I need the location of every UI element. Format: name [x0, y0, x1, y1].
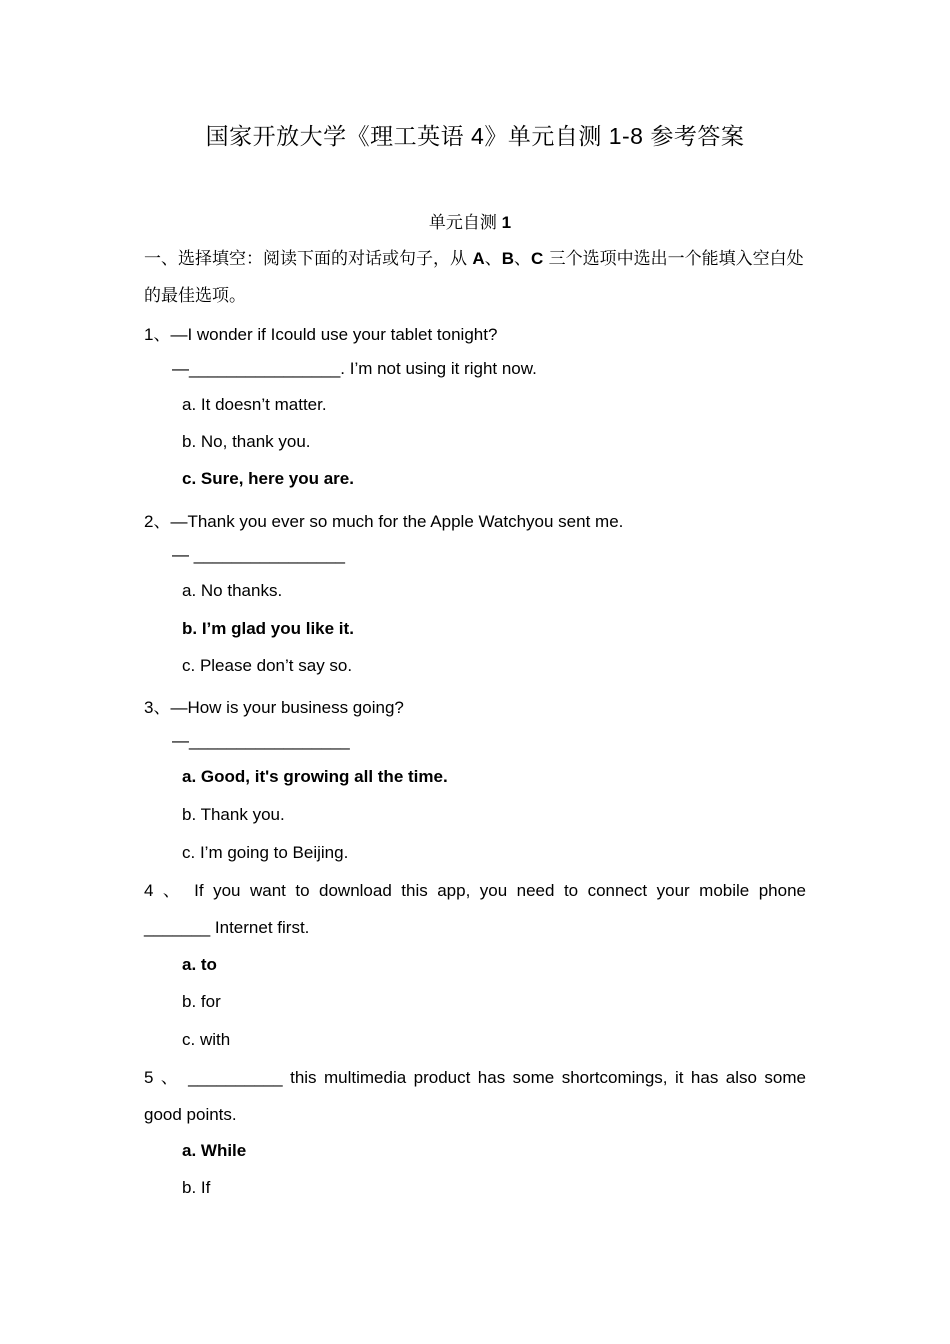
question-4-option-b: b. for [182, 992, 221, 1011]
option-letter-c: C [530, 249, 544, 268]
question-2-option-a: a. No thanks. [182, 581, 283, 600]
question-5 [144, 1059, 806, 1133]
section-title [0, 208, 940, 233]
document-title: 国家开放大学《理工英语 4》单元自测 1-8 参考答案 [205, 123, 745, 149]
instructions [144, 240, 808, 315]
question-3: 3、—How is your business going? [144, 698, 404, 717]
question-3-option-b: b. Thank you. [182, 805, 285, 824]
question-2-option-c: c. Please don’t say so. [182, 656, 353, 675]
question-1-reply: —________________. I’m not using it right now. [172, 359, 537, 378]
question-5-line-1: 5 、 __________ this multimedia product has some shortcomings, it has also some [144, 1068, 806, 1087]
question-1-option-c-answer: c. Sure, here you are. [182, 469, 354, 488]
instruction-sep2: 、 [513, 249, 531, 269]
question-4-option-a-answer: a. to [182, 955, 217, 974]
question-5-option-b: b. If [182, 1178, 211, 1197]
question-4 [144, 872, 806, 946]
question-3-option-a-answer: a. Good, it's growing all the time. [182, 767, 448, 786]
option-letter-a: A [472, 249, 485, 268]
question-5-line-2: good points. [144, 1105, 237, 1124]
instruction-part1: 一、选择填空：阅读下面的对话或句子，从 [144, 249, 473, 269]
question-4-line-2: _______ Internet first. [144, 918, 310, 937]
question-1-option-a: a. It doesn’t matter. [182, 395, 327, 414]
instruction-sep1: 、 [484, 249, 502, 269]
question-4-line-1: 4 、 If you want to download this app, you need to connect your mobile phone [144, 881, 806, 900]
option-letter-b: B [501, 249, 514, 268]
question-2: 2、—Thank you ever so much for the Apple Watchyou sent me. [144, 512, 624, 531]
question-2-reply: — ________________ [172, 545, 345, 564]
instruction-part2: 三个选项中选出一个能填入空白处的最佳选项。 [144, 249, 804, 306]
question-1-option-b: b. No, thank you. [182, 432, 311, 451]
section-number: 1 [501, 213, 512, 232]
question-3-option-c: c. I’m going to Beijing. [182, 843, 349, 862]
question-5-option-a-answer: a. While [182, 1141, 247, 1160]
question-4-option-c: c. with [182, 1030, 231, 1049]
question-1: 1、—I wonder if Icould use your tablet tonight? [144, 325, 498, 344]
section-prefix: 单元自测 [428, 213, 502, 232]
question-2-option-b-answer: b. I’m glad you like it. [182, 619, 354, 638]
question-3-reply: —_________________ [172, 731, 350, 750]
